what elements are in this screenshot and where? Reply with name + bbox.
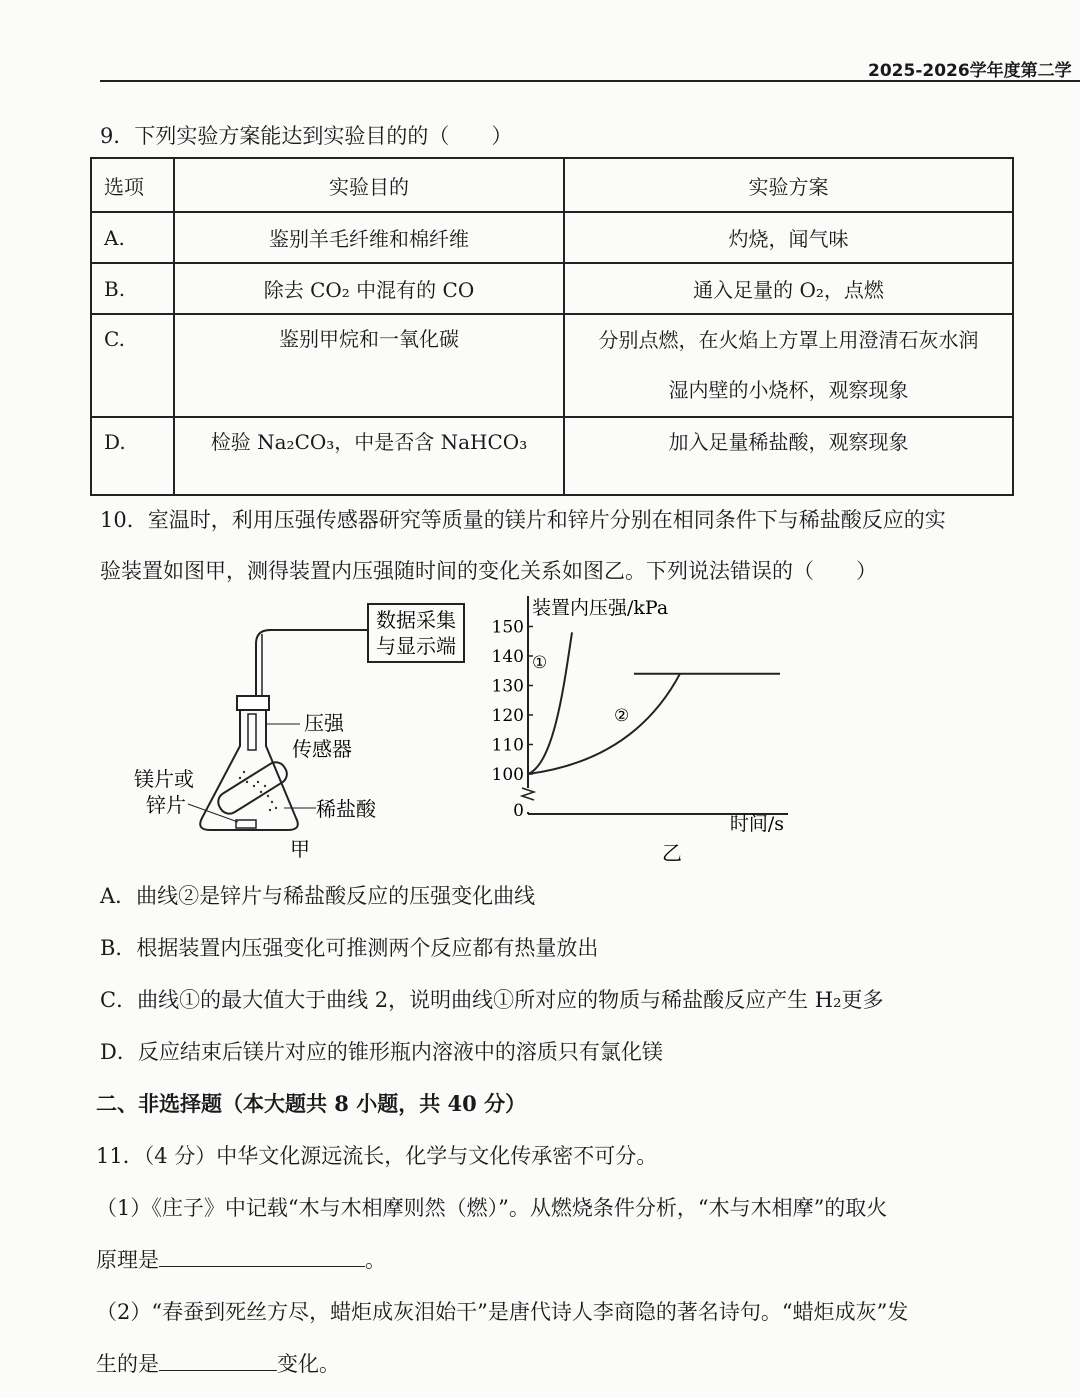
row-plan: 加入足量稀盐酸，观察现象 xyxy=(564,417,1013,495)
axis-break-mark xyxy=(522,788,534,800)
table-row xyxy=(91,417,1013,495)
q11-stem: 11．（4 分）中华文化源远流长，化学与文化传承密不可分。 xyxy=(96,1144,658,1168)
col-header-plan: 实验方案 xyxy=(564,158,1013,212)
conical-flask xyxy=(200,710,298,830)
q11-part1-line2 xyxy=(96,1244,386,1274)
q11-part1-suffix: 。 xyxy=(365,1248,386,1272)
q11-part2-line2 xyxy=(96,1348,340,1378)
sensor-label-line1: 压强 xyxy=(304,711,344,735)
q9-options-table xyxy=(90,157,1014,496)
x-axis-label: 时间/s xyxy=(729,813,784,835)
y-tick-label: 100 xyxy=(491,765,524,785)
table-row xyxy=(91,314,1013,417)
acid-label: 稀盐酸 xyxy=(316,797,376,821)
cable xyxy=(256,630,368,696)
exam-header-title: 2025-2026学年度第二学 xyxy=(868,61,1072,81)
curve-1-label: ① xyxy=(532,652,548,673)
y-axis-label: 装置内压强/kPa xyxy=(532,597,669,619)
curve-2-label: ② xyxy=(614,706,630,726)
metal-label-line1: 镁片或 xyxy=(134,767,194,791)
row-plan-line: 分别点燃，在火焰上方罩上用澄清石灰水润 xyxy=(598,328,979,352)
row-option: A. xyxy=(91,212,174,263)
pressure-sensor xyxy=(248,714,256,750)
y-tick-label: 120 xyxy=(491,706,524,726)
q10-option-d: D．反应结束后镁片对应的锥形瓶内溶液中的溶质只有氯化镁 xyxy=(100,1040,663,1064)
q10-stem-line1: 10．室温时，利用压强传感器研究等质量的镁片和锌片分别在相同条件下与稀盐酸反应的实 xyxy=(100,508,946,532)
q11-part1-line1: （1）《庄子》中记载“木与木相摩则然（燃）”。从燃烧条件分析，“木与木相摩”的取火 xyxy=(96,1196,888,1220)
row-option: C. xyxy=(91,314,174,417)
metal-strip xyxy=(236,820,256,828)
q11-part2-prefix: 生的是 xyxy=(96,1352,159,1376)
row-plan xyxy=(564,314,1013,417)
q9-stem: 9．下列实验方案能达到实验目的的（ ） xyxy=(100,124,513,148)
q11-part2-line1: （2）“春蚕到死丝方尽，蜡炬成灰泪始干”是唐代诗人李商隐的著名诗句。“蜡炬成灰”发 xyxy=(96,1300,909,1324)
metal-label-line2: 锌片 xyxy=(146,793,186,817)
row-plan-line: 湿内壁的小烧杯，观察现象 xyxy=(668,378,909,402)
row-plan: 通入足量的 O₂，点燃 xyxy=(564,263,1013,314)
stopper xyxy=(237,696,269,710)
figure-jia-apparatus xyxy=(120,596,480,866)
table-header-row xyxy=(91,158,1013,212)
y-tick-label: 130 xyxy=(491,676,524,697)
row-option: B. xyxy=(91,263,174,314)
row-plan: 灼烧，闻气味 xyxy=(564,212,1013,263)
table-row xyxy=(91,263,1013,314)
header-divider xyxy=(100,80,1080,82)
y-tick-label: 140 xyxy=(491,647,524,667)
box-label-line1: 数据采集 xyxy=(376,608,456,632)
figure-jia-caption: 甲 xyxy=(290,837,310,861)
row-purpose: 鉴别羊毛纤维和棉纤维 xyxy=(174,212,564,263)
answer-blank-2[interactable] xyxy=(159,1350,277,1371)
q11-part1-prefix: 原理是 xyxy=(96,1248,159,1272)
curve-2 xyxy=(528,674,780,774)
section2-heading: 二、非选择题（本大题共 8 小题，共 40 分） xyxy=(96,1091,527,1116)
row-purpose: 鉴别甲烷和一氧化碳 xyxy=(174,314,564,417)
q11-part2-suffix: 变化。 xyxy=(277,1352,340,1376)
y-tick-label: 0 xyxy=(513,801,524,821)
row-purpose: 检验 Na₂CO₃，中是否含 NaHCO₃ xyxy=(174,417,564,495)
figure-yi-caption: 乙 xyxy=(662,841,682,865)
q10-option-c: C．曲线①的最大值大于曲线 2，说明曲线①所对应的物质与稀盐酸反应产生 H₂更多 xyxy=(100,988,884,1012)
figure-yi-chart xyxy=(484,592,800,872)
y-tick-label: 110 xyxy=(491,735,524,756)
q10-option-a: A．曲线②是锌片与稀盐酸反应的压强变化曲线 xyxy=(100,884,536,908)
answer-blank-1[interactable] xyxy=(159,1246,365,1267)
test-tube xyxy=(215,759,291,818)
q10-stem-line2: 验装置如图甲，测得装置内压强随时间的变化关系如图乙。下列说法错误的（ ） xyxy=(100,559,877,583)
box-label-line2: 与显示端 xyxy=(376,634,456,658)
col-header-option: 选项 xyxy=(91,158,174,212)
q10-option-b: B．根据装置内压强变化可推测两个反应都有热量放出 xyxy=(100,936,599,960)
y-tick-label: 150 xyxy=(491,617,524,638)
sensor-label-line2: 传感器 xyxy=(292,737,352,761)
table-row xyxy=(91,212,1013,263)
row-option: D. xyxy=(91,417,174,495)
col-header-purpose: 实验目的 xyxy=(174,158,564,212)
row-purpose: 除去 CO₂ 中混有的 CO xyxy=(174,263,564,314)
